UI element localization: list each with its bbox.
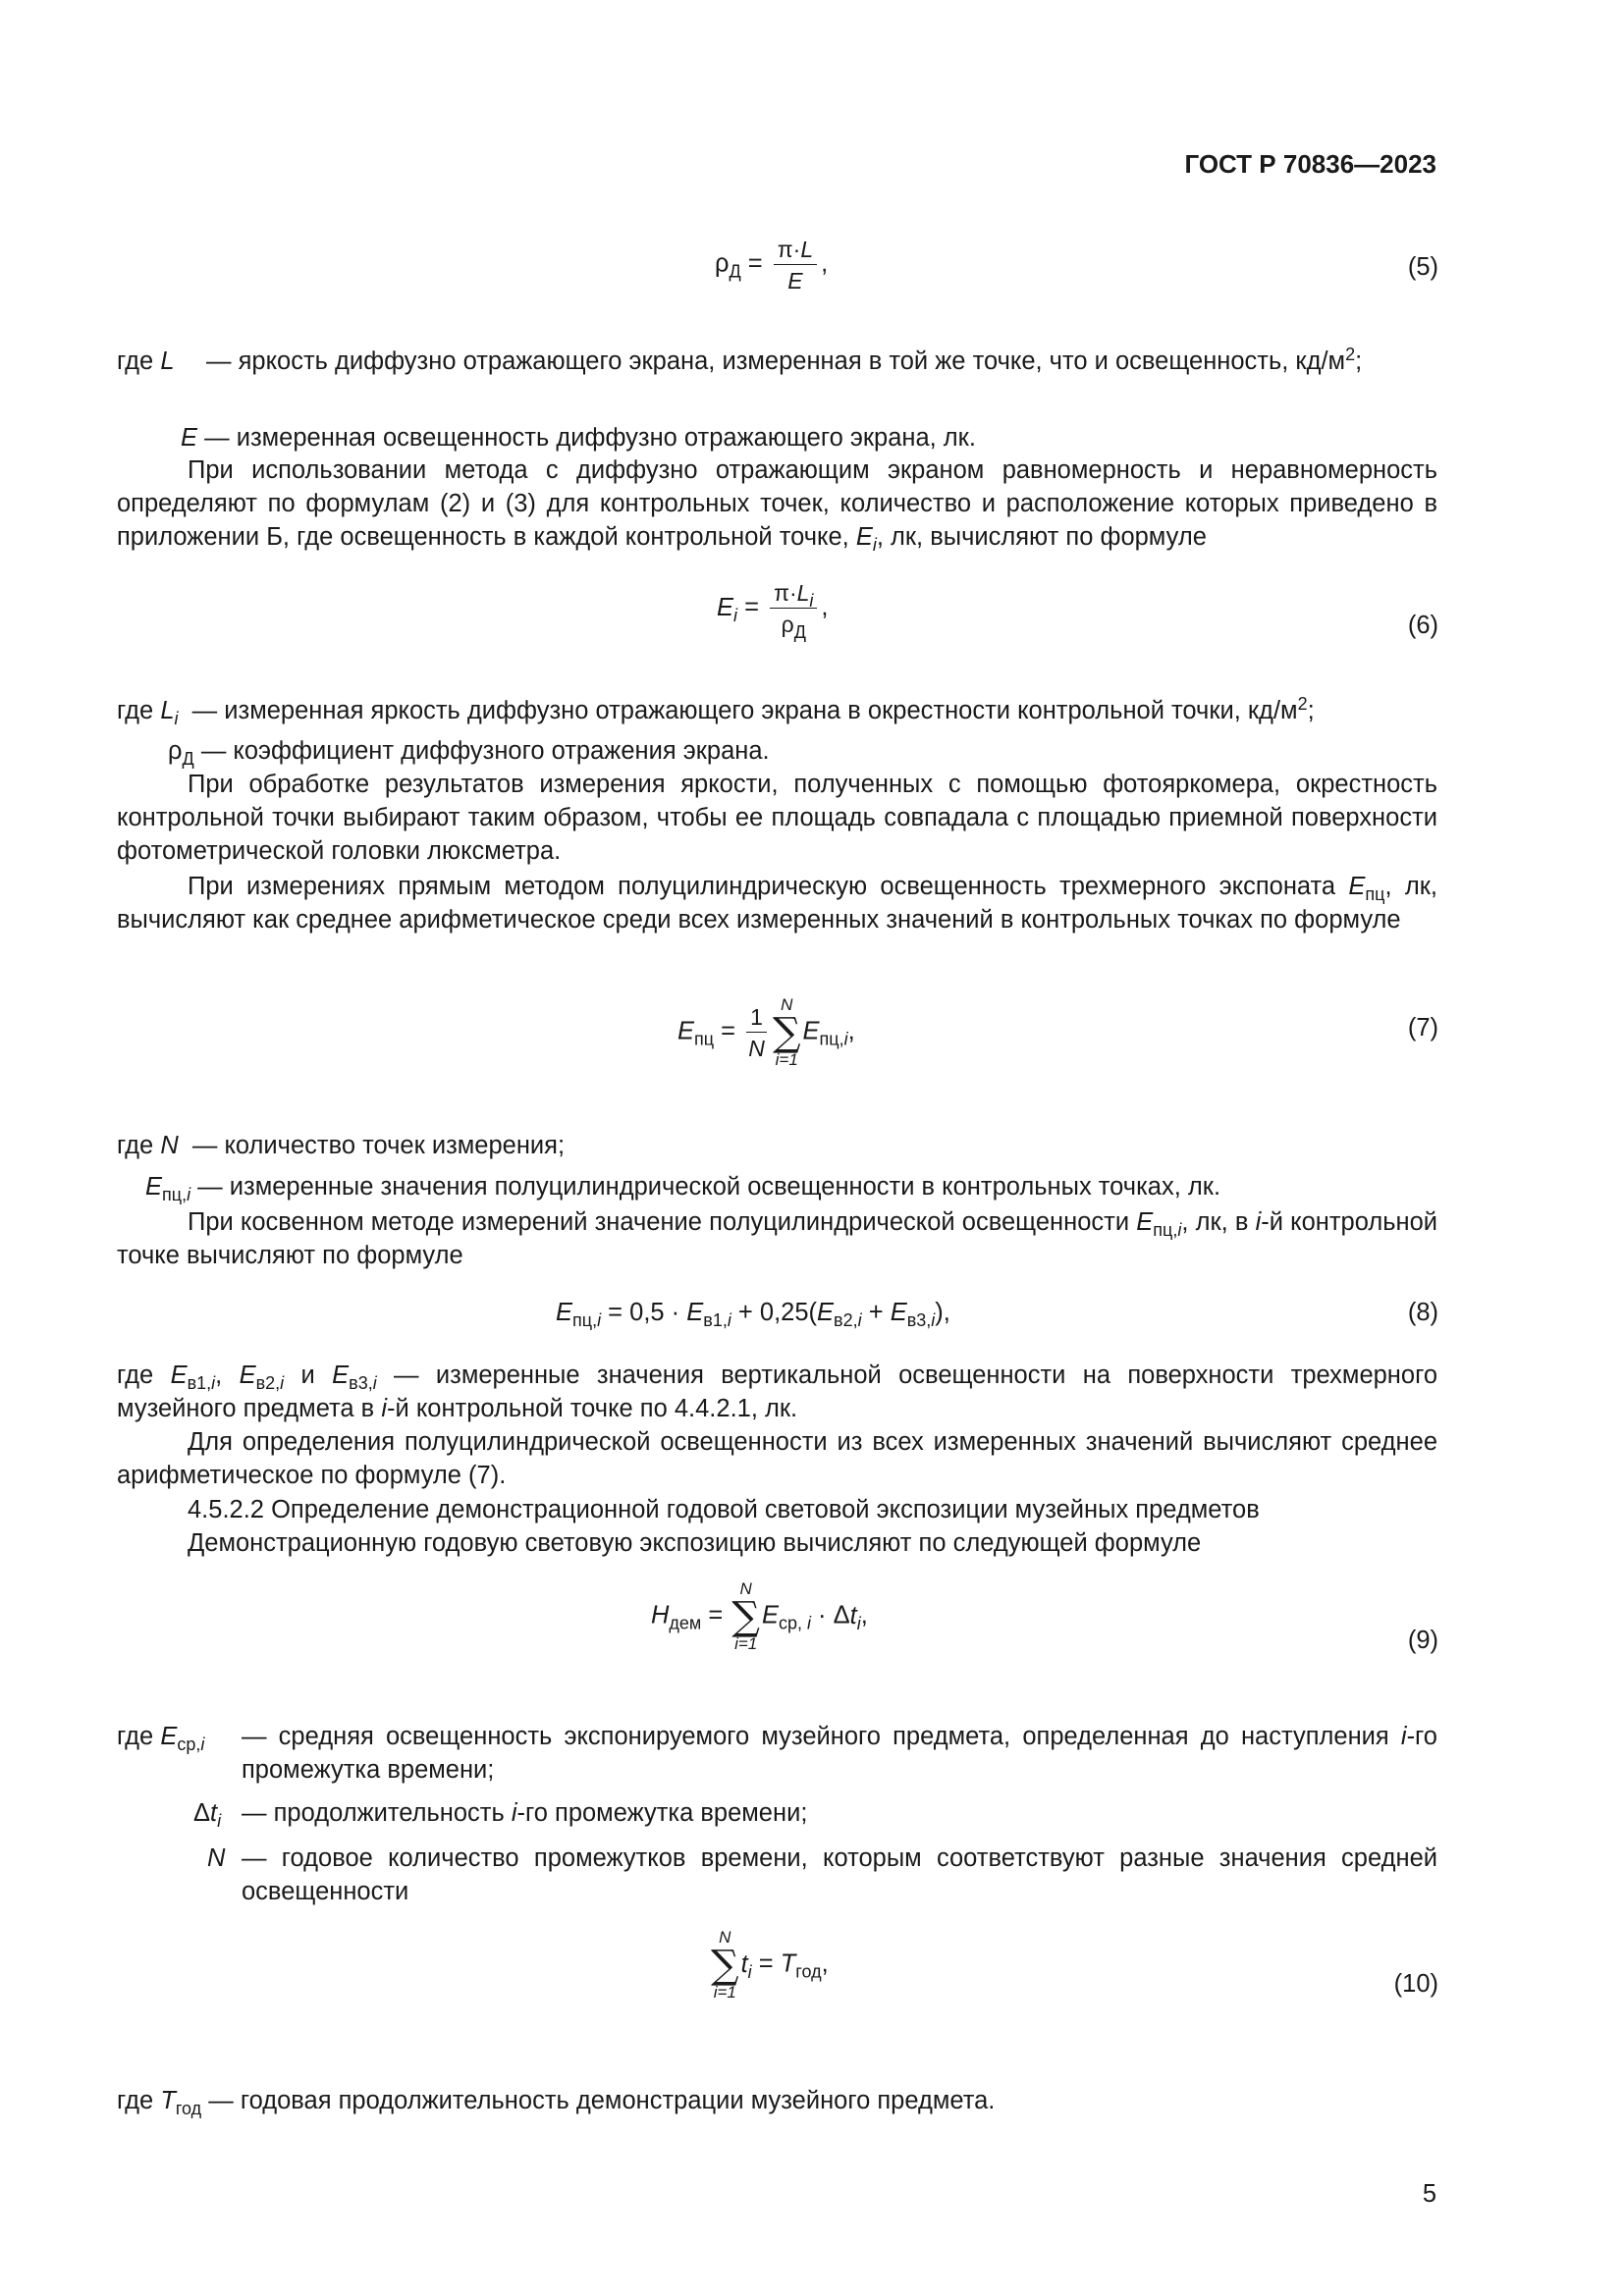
equation-9-number: (9) (1407, 1627, 1438, 1654)
def-T-text: где $T_{год}$ — годовая продолжительность демонстрации музейного предмета. (117, 2087, 996, 2118)
page-number: 5 (1422, 2180, 1436, 2208)
def-dt-label: $\Delta t_i$ (193, 1799, 222, 1831)
paragraph-5: Для определения полуцилиндрической освещенности из всех измеренных значений вычисляют среднее арифметическое по формуле (7). (117, 1428, 1437, 1489)
equation-8: $E_{пц,i} = 0,5 \cdot E_{в1,i} + 0,25(E_{в2,i} + E_{в3,i})$, (556, 1299, 950, 1330)
paragraph-3: При измерениях прямым методом полуцилиндрическую освещенность трехмерного экспоната $E_{пц}$, лк, вычисляют как среднее арифметическое среди всех измеренных значений в контрольных точках по формуле (117, 873, 1437, 934)
def-N2-label: N (207, 1844, 226, 1872)
paragraph-4: При косвенном методе измерений значение полуцилиндрической освещенности $E_{пц,i}$, лк, в i-й контрольной точке вычисляют по формуле (117, 1208, 1438, 1269)
paragraph-7: Демонстрационную годовую световую экспозицию вычисляют по следующей формуле (188, 1529, 1202, 1557)
def-N-text: где N — количество точек измерения; (117, 1132, 566, 1159)
equation-5: $\rho_Д$ = $\frac{\pi\cdot L}{E}$ , (715, 237, 829, 294)
equation-6: $E_i$ = $\frac{\pi\cdot L_i}{\rho_Д}$ , (717, 580, 829, 642)
def-Ecp-label: где $E_{ср,i}$ (117, 1723, 205, 1754)
equation-7-number: (7) (1407, 1014, 1438, 1041)
def-dt-text: — продолжительность i-го промежутка времени; (242, 1799, 808, 1827)
def-Epc-text: $E_{пц,i}$ — измеренные значения полуцилиндрической освещенности в контрольных точках, лк. (145, 1173, 1221, 1204)
def-N2-text: — годовое количество промежутков времени, которым соответствуют разные значения средней освещенности (242, 1844, 1437, 1905)
paragraph-2: При обработке результатов измерения яркости, полученных с помощью фотояркомера, окрестность контрольной точки выбирают таким образом, чтобы ее площадь совпадала с площадью приемной поверхности фотометрической головки люксметра. (117, 771, 1437, 865)
equation-7: $E_{пц}$ = $\frac{1}{N}$ N ∑ i=1 $E_{пц,i}$, (677, 995, 855, 1069)
equation-10: N ∑ i=1 $t_i = T_{год}$, (711, 1928, 829, 2002)
def-rho-text: $\rho_Д$ — коэффициент диффузного отражения экрана. (168, 737, 770, 769)
equation-5-number: (5) (1407, 253, 1438, 281)
def-E-text: E — измеренная освещенность диффузно отражающего экрана, лк. (181, 424, 976, 452)
def-L-text: — яркость диффузно отражающего экрана, измеренная в той же точке, что и освещенность, $кд/м^2$; (206, 345, 1363, 375)
equation-10-number: (10) (1393, 1970, 1438, 1998)
paragraph-1: При использовании метода с диффузно отражающим экраном равномерность и неравномерность определяют по формулам (2) и (3) для контрольных точек, количество и расположение которых приведено в приложении Б, где освещенность в каждой контрольной точке, $E_i$, лк, вычисляют по формуле (117, 456, 1437, 555)
def-Li-text: где $L_i$ — измеренная яркость диффузно отражающего экрана в окрестности контрольной точки, $кд/м^2$; (117, 694, 1315, 728)
equation-9: $H_{дем}$ = N ∑ i=1 $E_{ср, i} \cdot \Delta t_i$, (651, 1579, 868, 1653)
equation-6-number: (6) (1407, 612, 1438, 639)
paragraph-6: 4.5.2.2 Определение демонстрационной годовой световой экспозиции музейных предметов (188, 1496, 1260, 1523)
def-Ecp-text: — средняя освещенность экспонируемого музейного предмета, определенная до наступления i-го промежутка времени; (242, 1723, 1437, 1784)
def-label-where: где L (117, 347, 175, 375)
document-header: ГОСТ Р 70836—2023 (1184, 149, 1436, 179)
equation-8-number: (8) (1407, 1299, 1438, 1326)
def-Ev-text: где $E_{в1,i}$, $E_{в2,i}$ и $E_{в3,i}$ — измеренные значения вертикальной освещенности на поверхности трехмерного музейного предмета в i-й контрольной точке по 4.4.2.1, лк. (117, 1362, 1437, 1422)
